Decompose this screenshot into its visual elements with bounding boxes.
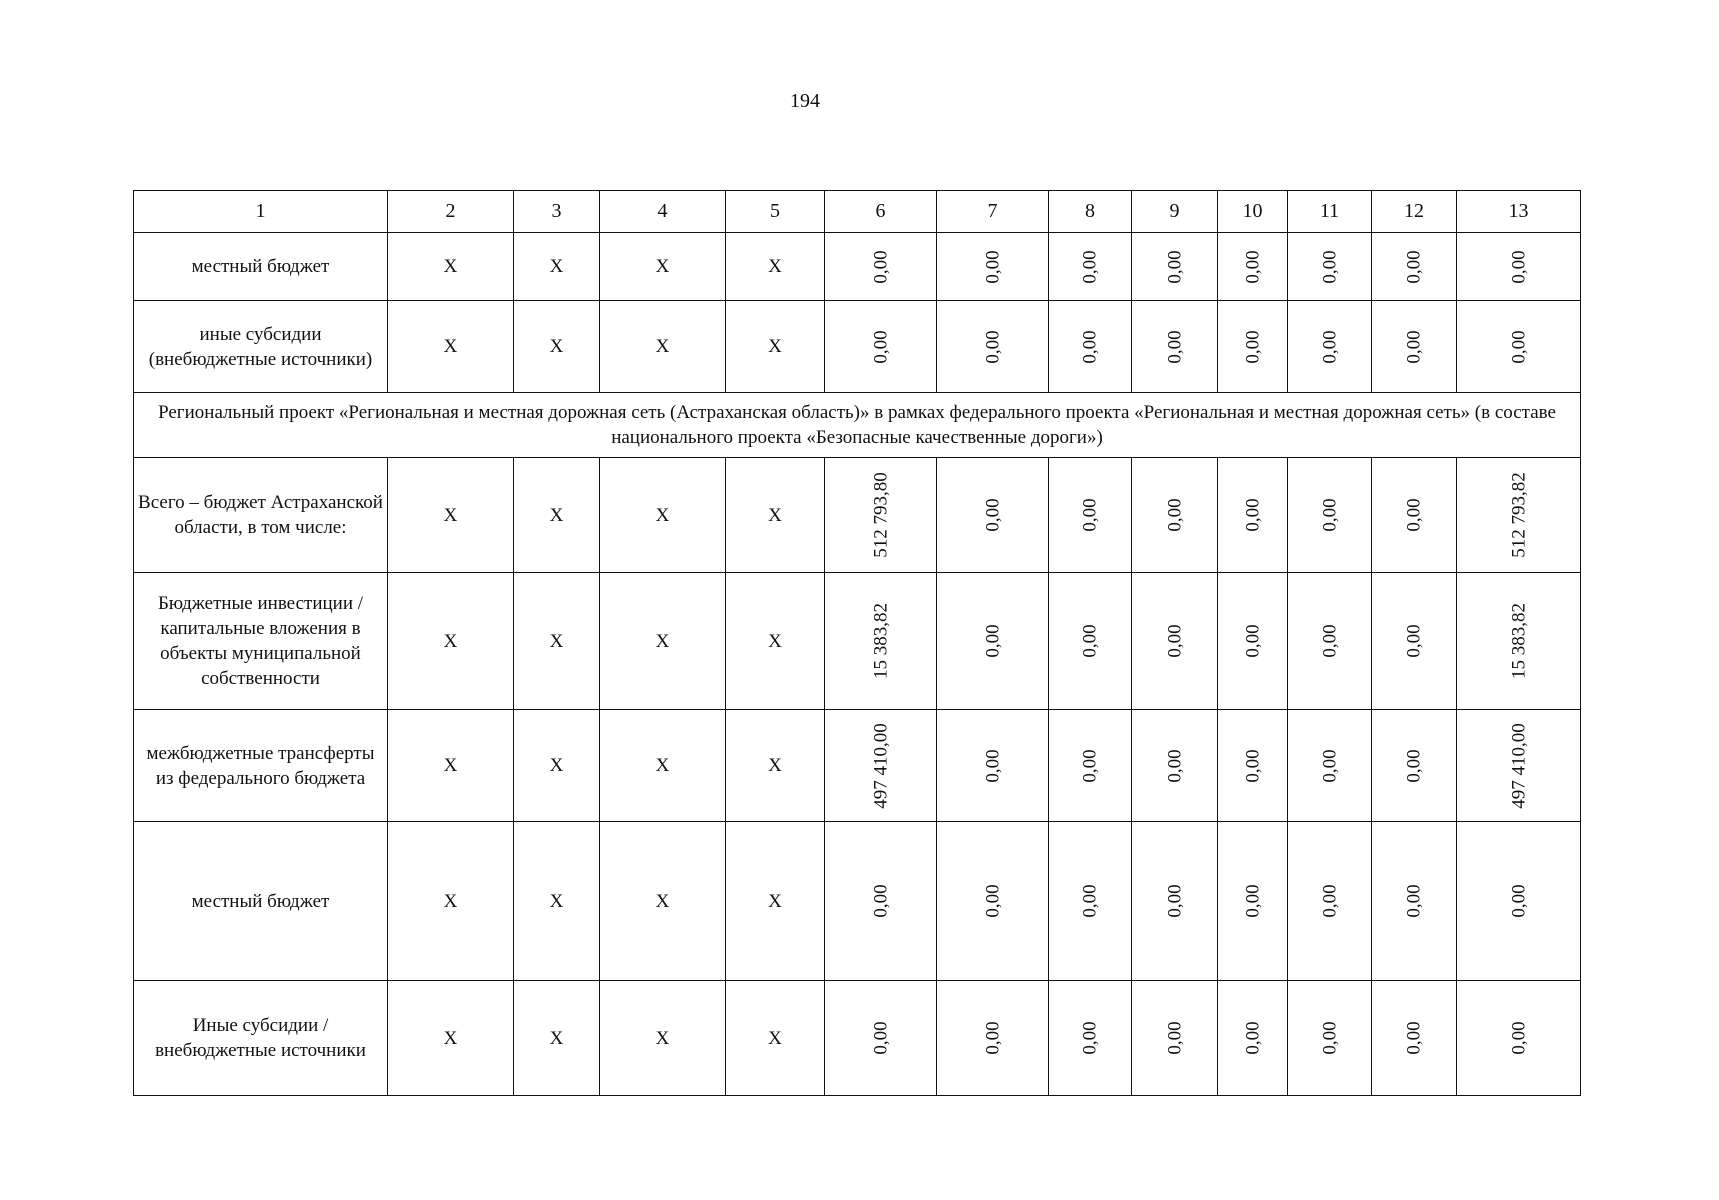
value-cell xyxy=(825,573,937,710)
value-cell xyxy=(1457,981,1581,1096)
value-cell xyxy=(1288,981,1372,1096)
value-text: 0,00 xyxy=(982,329,1003,364)
value-text: 15 383,82 xyxy=(870,603,891,679)
value-text: 0,00 xyxy=(1164,498,1185,532)
value-cell xyxy=(1372,710,1457,822)
value-cell xyxy=(825,301,937,393)
value-text: 15 383,82 xyxy=(1508,603,1529,679)
column-header: 2 xyxy=(388,191,514,233)
column-header: 5 xyxy=(726,191,825,233)
value-text: 0,00 xyxy=(1079,624,1101,658)
mark-cell: Х xyxy=(726,573,825,710)
value-text: 0,00 xyxy=(1319,249,1340,284)
mark-cell: Х xyxy=(388,573,514,710)
mark-cell: Х xyxy=(726,233,825,301)
section-title: Региональный проект «Региональная и местная дорожная сеть (Астраханская область)» в рамках федерального проекта «Региональная и местная дорожная сеть» (в составе национального проекта «Безопасные качественные дороги») xyxy=(134,393,1581,458)
value-text: 0,00 xyxy=(1508,329,1529,364)
value-cell xyxy=(1218,233,1288,301)
value-text: 0,00 xyxy=(1403,249,1425,284)
value-cell xyxy=(825,822,937,981)
value-cell xyxy=(1049,573,1132,710)
table-row xyxy=(134,981,1581,1096)
column-header: 11 xyxy=(1288,191,1372,233)
value-cell xyxy=(1049,822,1132,981)
value-cell xyxy=(1132,981,1218,1096)
value-cell xyxy=(1457,458,1581,573)
mark-cell: Х xyxy=(726,710,825,822)
column-header: 10 xyxy=(1218,191,1288,233)
mark-cell: Х xyxy=(726,981,825,1096)
column-header: 13 xyxy=(1457,191,1581,233)
value-text: 0,00 xyxy=(870,249,891,284)
header-row xyxy=(134,191,1581,233)
table-row xyxy=(134,573,1581,710)
value-cell xyxy=(1132,458,1218,573)
mark-cell: Х xyxy=(388,822,514,981)
value-text: 0,00 xyxy=(982,498,1003,532)
value-cell xyxy=(1288,573,1372,710)
value-cell xyxy=(1132,233,1218,301)
mark-cell: Х xyxy=(388,710,514,822)
value-cell xyxy=(1288,710,1372,822)
value-cell xyxy=(1049,301,1132,393)
value-cell xyxy=(825,710,937,822)
mark-cell: Х xyxy=(600,981,726,1096)
value-cell xyxy=(1049,458,1132,573)
value-cell xyxy=(1218,981,1288,1096)
value-cell xyxy=(937,573,1049,710)
row-label: местный бюджет xyxy=(134,233,388,301)
value-cell xyxy=(1132,573,1218,710)
mark-cell: Х xyxy=(514,981,600,1096)
value-text: 0,00 xyxy=(1242,884,1263,918)
value-text: 0,00 xyxy=(870,1021,891,1055)
value-cell xyxy=(825,981,937,1096)
value-text: 0,00 xyxy=(982,624,1003,658)
value-text: 0,00 xyxy=(1403,498,1425,532)
mark-cell: Х xyxy=(600,458,726,573)
value-cell xyxy=(937,301,1049,393)
value-cell xyxy=(1132,822,1218,981)
value-text: 0,00 xyxy=(1508,884,1529,918)
value-cell xyxy=(1288,458,1372,573)
table-row xyxy=(134,233,1581,301)
value-cell xyxy=(937,981,1049,1096)
value-cell xyxy=(1218,573,1288,710)
value-cell xyxy=(1218,710,1288,822)
column-header: 12 xyxy=(1372,191,1457,233)
value-text: 0,00 xyxy=(1242,329,1263,364)
mark-cell: Х xyxy=(388,981,514,1096)
value-cell xyxy=(1372,233,1457,301)
value-text: 0,00 xyxy=(1403,329,1425,364)
value-text: 0,00 xyxy=(1319,329,1340,364)
value-cell xyxy=(1049,710,1132,822)
value-text: 0,00 xyxy=(1164,329,1185,364)
value-text: 0,00 xyxy=(1403,1021,1425,1055)
value-cell xyxy=(1132,301,1218,393)
value-text: 497 410,00 xyxy=(870,722,891,809)
value-cell xyxy=(1457,710,1581,822)
value-text: 0,00 xyxy=(1319,748,1340,783)
value-cell xyxy=(937,710,1049,822)
value-cell xyxy=(1288,301,1372,393)
value-text: 0,00 xyxy=(982,249,1003,284)
value-cell xyxy=(825,458,937,573)
mark-cell: Х xyxy=(600,573,726,710)
value-text: 0,00 xyxy=(1508,1021,1529,1055)
row-label: Бюджетные инвестиции / капитальные вложения в объекты муниципальной собственности xyxy=(134,573,388,710)
value-cell xyxy=(1372,573,1457,710)
value-text: 0,00 xyxy=(1079,498,1101,532)
value-text: 0,00 xyxy=(1079,249,1101,284)
value-cell xyxy=(1132,710,1218,822)
value-cell xyxy=(1372,458,1457,573)
value-text: 0,00 xyxy=(1242,748,1263,783)
column-header: 1 xyxy=(134,191,388,233)
value-text: 0,00 xyxy=(1403,748,1425,783)
value-text: 0,00 xyxy=(1164,748,1185,783)
mark-cell: Х xyxy=(514,710,600,822)
value-text: 0,00 xyxy=(982,748,1003,783)
column-header: 3 xyxy=(514,191,600,233)
value-text: 0,00 xyxy=(1319,624,1340,658)
value-cell xyxy=(1457,301,1581,393)
row-label: иные субсидии (внебюджетные источники) xyxy=(134,301,388,393)
mark-cell: Х xyxy=(388,301,514,393)
mark-cell: Х xyxy=(726,458,825,573)
value-cell xyxy=(1288,233,1372,301)
value-text: 0,00 xyxy=(1319,498,1340,532)
value-cell xyxy=(1218,458,1288,573)
mark-cell: Х xyxy=(600,710,726,822)
value-text: 0,00 xyxy=(1164,1021,1185,1055)
value-text: 0,00 xyxy=(982,884,1003,918)
table-row xyxy=(134,301,1581,393)
row-label: Иные субсидии / внебюджетные источники xyxy=(134,981,388,1096)
value-text: 0,00 xyxy=(870,884,891,918)
table-row xyxy=(134,822,1581,981)
value-text: 512 793,80 xyxy=(870,472,891,558)
value-text: 0,00 xyxy=(1164,624,1185,658)
value-cell xyxy=(1049,981,1132,1096)
value-text: 0,00 xyxy=(1242,624,1263,658)
section-title-row xyxy=(134,393,1581,458)
value-text: 0,00 xyxy=(1242,498,1263,532)
value-cell xyxy=(1218,301,1288,393)
value-cell xyxy=(937,233,1049,301)
value-text: 0,00 xyxy=(870,329,891,364)
value-cell xyxy=(1372,301,1457,393)
value-text: 512 793,82 xyxy=(1508,472,1529,558)
value-text: 0,00 xyxy=(1079,884,1101,918)
value-cell xyxy=(1218,822,1288,981)
value-text: 497 410,00 xyxy=(1508,722,1529,809)
value-text: 0,00 xyxy=(1319,884,1340,918)
mark-cell: Х xyxy=(514,233,600,301)
column-header: 8 xyxy=(1049,191,1132,233)
mark-cell: Х xyxy=(600,233,726,301)
row-label: местный бюджет xyxy=(134,822,388,981)
value-text: 0,00 xyxy=(1242,249,1263,284)
table-row xyxy=(134,710,1581,822)
value-cell xyxy=(1372,981,1457,1096)
value-cell xyxy=(937,822,1049,981)
mark-cell: Х xyxy=(388,458,514,573)
table-row xyxy=(134,458,1581,573)
value-text: 0,00 xyxy=(1079,1021,1101,1055)
mark-cell: Х xyxy=(514,822,600,981)
column-header: 7 xyxy=(937,191,1049,233)
row-label: Всего – бюджет Астраханской области, в том числе: xyxy=(134,458,388,573)
budget-table xyxy=(133,190,1581,1096)
page-number: 194 xyxy=(790,90,820,112)
value-cell xyxy=(937,458,1049,573)
mark-cell: Х xyxy=(514,458,600,573)
column-header: 6 xyxy=(825,191,937,233)
value-text: 0,00 xyxy=(1164,249,1185,284)
mark-cell: Х xyxy=(514,301,600,393)
value-text: 0,00 xyxy=(982,1021,1003,1055)
row-label: межбюджетные трансферты из федерального бюджета xyxy=(134,710,388,822)
value-cell xyxy=(1457,233,1581,301)
value-text: 0,00 xyxy=(1242,1021,1263,1055)
value-cell xyxy=(1457,822,1581,981)
mark-cell: Х xyxy=(388,233,514,301)
value-text: 0,00 xyxy=(1079,329,1101,364)
value-text: 0,00 xyxy=(1508,249,1529,284)
value-text: 0,00 xyxy=(1164,884,1185,918)
value-cell xyxy=(1288,822,1372,981)
value-text: 0,00 xyxy=(1079,748,1101,783)
column-header: 9 xyxy=(1132,191,1218,233)
value-cell xyxy=(1457,573,1581,710)
column-header: 4 xyxy=(600,191,726,233)
value-text: 0,00 xyxy=(1403,884,1425,918)
value-cell xyxy=(1372,822,1457,981)
mark-cell: Х xyxy=(600,822,726,981)
mark-cell: Х xyxy=(514,573,600,710)
value-text: 0,00 xyxy=(1403,624,1425,658)
value-cell xyxy=(825,233,937,301)
mark-cell: Х xyxy=(726,822,825,981)
value-text: 0,00 xyxy=(1319,1021,1340,1055)
value-cell xyxy=(1049,233,1132,301)
mark-cell: Х xyxy=(600,301,726,393)
mark-cell: Х xyxy=(726,301,825,393)
